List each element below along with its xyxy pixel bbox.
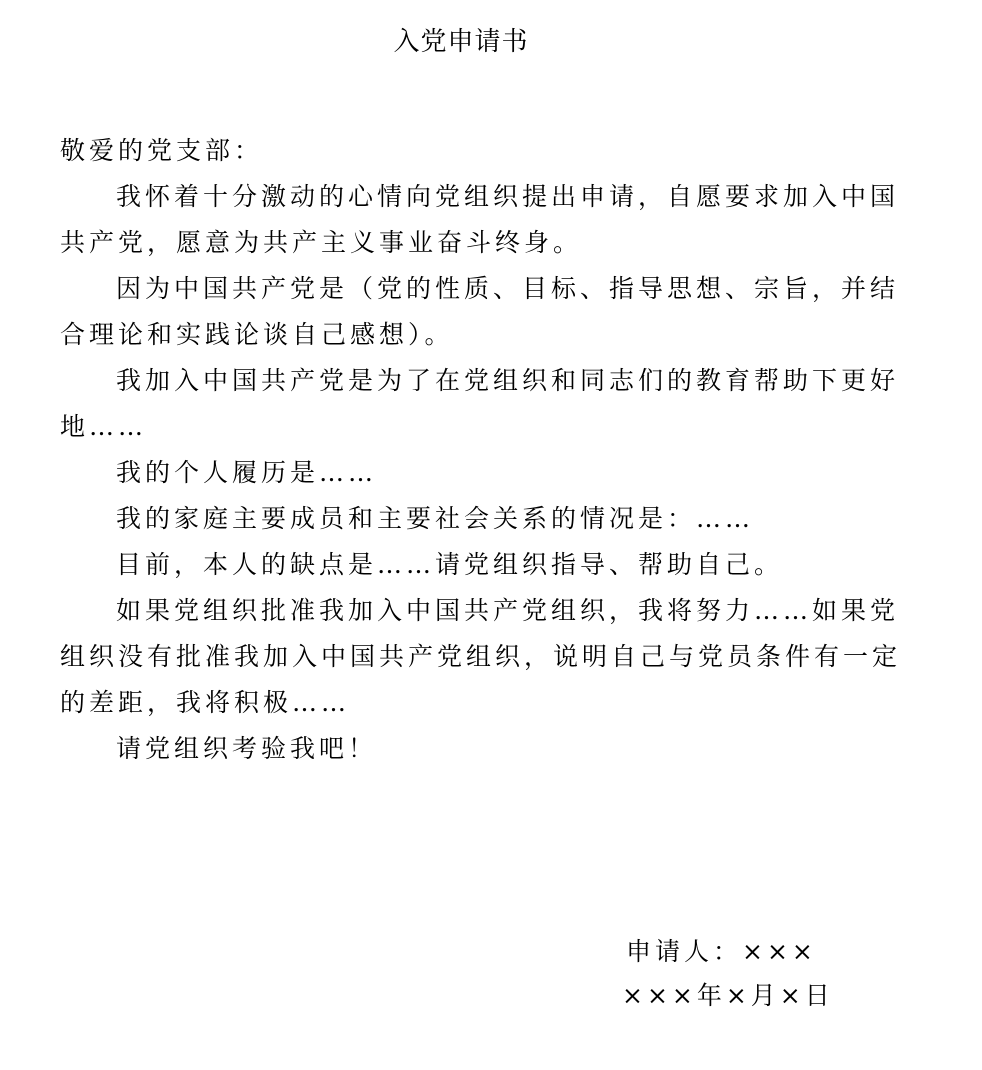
- paragraph-commitment: 如果党组织批准我加入中国共产党组织，我将努力……如果党组织没有批准我加入中国共产党组织，说明自己与党员条件有一定的差距，我将积极……: [60, 596, 902, 717]
- salutation: 敬爱的党支部：: [60, 136, 264, 165]
- signature-date: ×××年×月×日: [622, 981, 834, 1010]
- paragraph-application: 我怀着十分激动的心情向党组织提出申请，自愿要求加入中国共产党，愿意为共产主义事业奋斗终身。: [60, 182, 900, 257]
- document-body: [60, 128, 906, 772]
- signature-block: [622, 930, 926, 1018]
- paragraph-party-nature: 因为中国共产党是（党的性质、目标、指导思想、宗旨，并结合理论和实践论谈自己感想）。: [60, 274, 900, 349]
- paragraph-purpose: 我加入中国共产党是为了在党组织和同志们的教育帮助下更好地……: [60, 366, 900, 441]
- paragraph-family: 我的家庭主要成员和主要社会关系的情况是：……: [116, 504, 755, 533]
- paragraph-shortcomings: 目前，本人的缺点是……请党组织指导、帮助自己。: [116, 550, 784, 579]
- paragraph-closing: 请党组织考验我吧！: [116, 734, 378, 763]
- paragraph-resume: 我的个人履历是……: [116, 458, 378, 487]
- document-title: 入党申请书: [393, 27, 529, 57]
- applicant-signature: 申请人：×××: [626, 937, 817, 966]
